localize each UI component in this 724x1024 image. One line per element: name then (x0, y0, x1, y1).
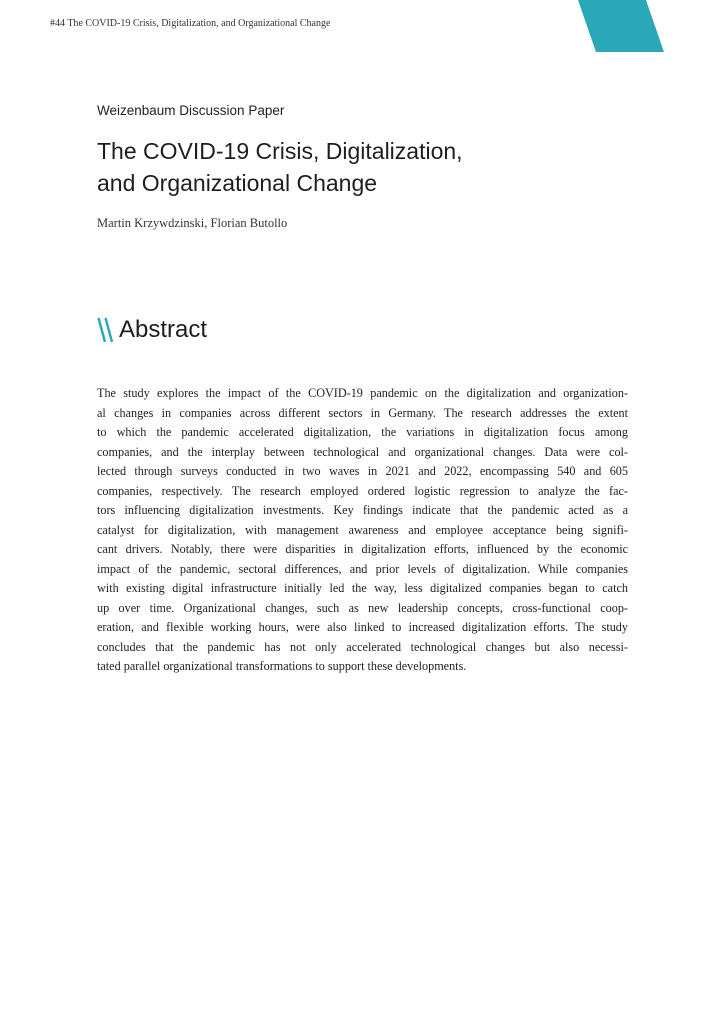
abstract-line: eration, and flexible working hours, were also linked to increased digitalization efforts. The study (97, 620, 628, 634)
abstract-line: companies, and the interplay between technological and organizational changes. Data were col- (97, 444, 628, 459)
abstract-line: lected through surveys conducted in two waves in 2021 and 2022, encompassing 540 and 605 (97, 464, 628, 478)
abstract-body (97, 384, 628, 677)
abstract-line: cant drivers. Notably, there were disparities in digitalization efforts, influenced by the economic (97, 542, 628, 556)
running-head: #44 The COVID-19 Crisis, Digitalization, and Organizational Change (50, 18, 331, 29)
abstract-line: up over time. Organizational changes, such as new leadership concepts, cross-functional coop- (97, 600, 628, 615)
title-line: The COVID-19 Crisis, Digitalization, (97, 138, 463, 164)
abstract-line: with existing digital infrastructure initially led the way, less digitalized companies began to catch (97, 581, 628, 595)
abstract-line: catalyst for digitalization, with management awareness and employee acceptance being signifi- (97, 522, 628, 537)
abstract-line: companies, respectively. The research employed ordered logistic regression to analyze the fac- (97, 483, 628, 498)
abstract-line: to which the pandemic accelerated digitalization, the variations in digitalization focus among (97, 425, 628, 439)
corner-accent-tab (578, 0, 664, 52)
abstract-line: concludes that the pandemic has not only accelerated technological changes but also necessi- (97, 639, 628, 654)
abstract-line: impact of the pandemic, sectoral differences, and prior levels of digitalization. While companies (97, 561, 628, 576)
abstract-line: The study explores the impact of the COVID-19 pandemic on the digitalization and organization- (97, 386, 628, 400)
double-slash-icon (97, 316, 115, 344)
abstract-line: tated parallel organizational transformations to support these developments. (97, 659, 467, 673)
abstract-heading-label: Abstract (119, 316, 208, 343)
abstract-line: tors influencing digitalization investments. Key findings indicate that the pandemic acted as a (97, 503, 628, 517)
title-line: and Organizational Change (97, 170, 378, 196)
paper-title (97, 135, 657, 199)
abstract-line: al changes in companies across different sectors in Germany. The research addresses the extent (97, 405, 628, 420)
series-label: Weizenbaum Discussion Paper (97, 103, 285, 118)
abstract-heading (97, 316, 207, 344)
authors: Martin Krzywdzinski, Florian Butollo (97, 216, 288, 230)
